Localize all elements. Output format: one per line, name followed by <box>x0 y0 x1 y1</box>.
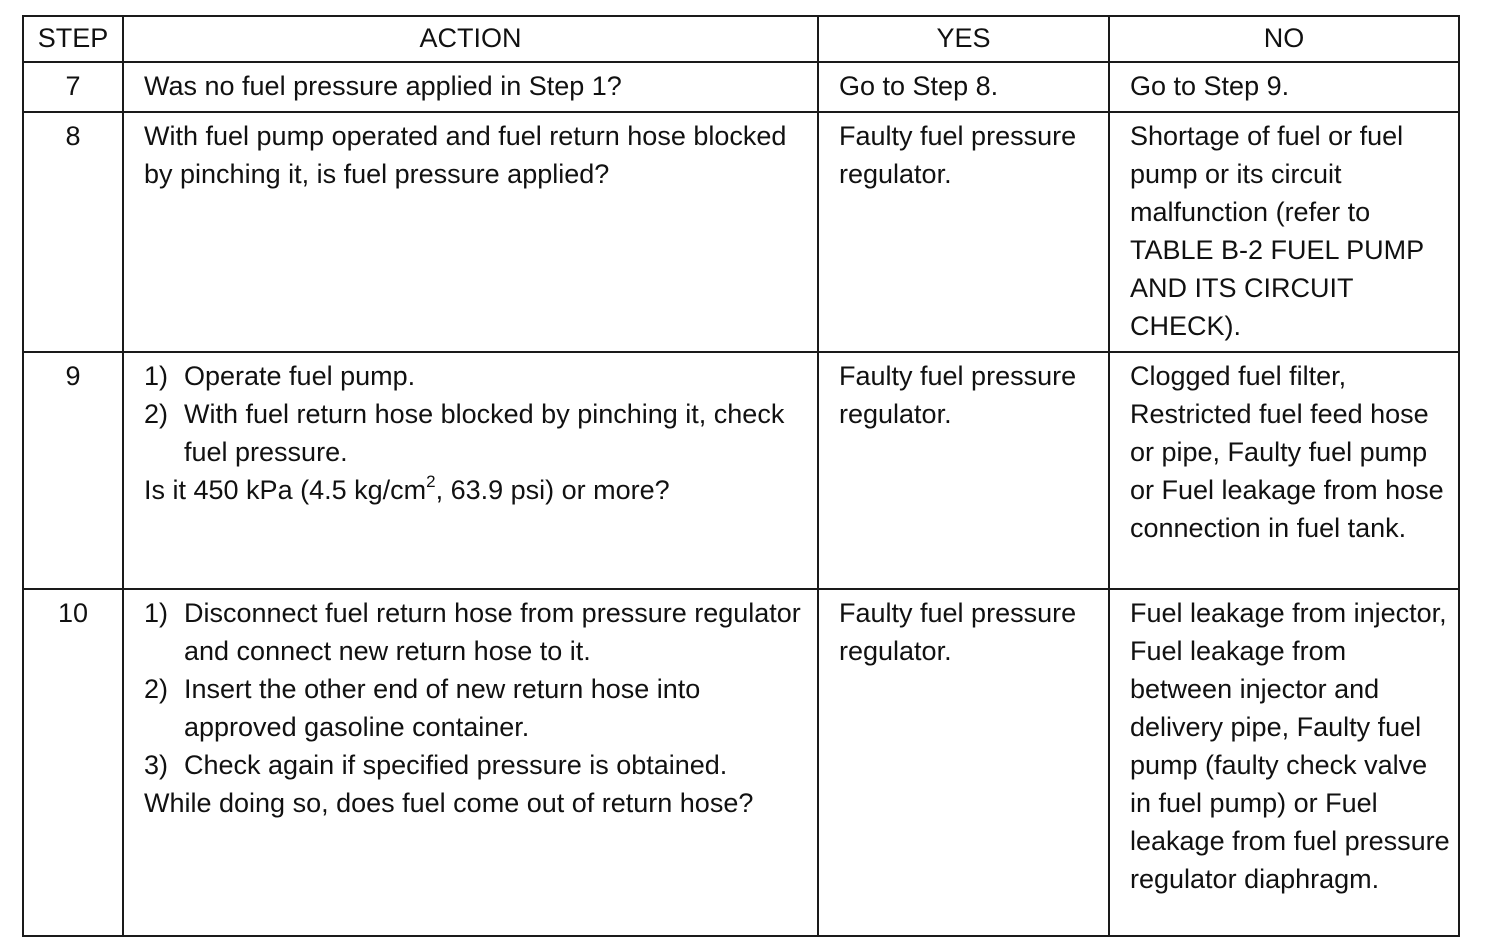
list-item <box>144 594 805 670</box>
item-number: 3) <box>144 750 169 780</box>
yes-cell: Go to Step 8. <box>818 62 1109 112</box>
item-number: 1) <box>144 361 169 391</box>
action-steps-list <box>144 594 805 784</box>
list-item <box>144 670 805 746</box>
table-row <box>23 112 1459 352</box>
header-no: NO <box>1109 16 1459 62</box>
header-yes: YES <box>818 16 1109 62</box>
item-text: With fuel return hose blocked by pinching it, check fuel pressure. <box>184 399 785 467</box>
yes-cell: Faulty fuel pressure regulator. <box>818 589 1109 936</box>
question-superscript: 2 <box>426 472 436 491</box>
item-number: 2) <box>144 399 169 429</box>
yes-cell: Faulty fuel pressure regulator. <box>818 352 1109 589</box>
step-number: 9 <box>23 352 123 589</box>
list-item <box>144 746 805 784</box>
step-number: 10 <box>23 589 123 936</box>
list-item <box>144 357 805 395</box>
action-steps-list <box>144 357 805 471</box>
header-row <box>23 16 1459 62</box>
item-number: 2) <box>144 674 169 704</box>
no-cell: Fuel leakage from injector, Fuel leakage from between injector and delivery pipe, Faulty fuel pump (faulty check valve in fuel pump) or Fuel leakage from fuel pressure regulator diaphragm. <box>1109 589 1459 936</box>
header-action: ACTION <box>123 16 818 62</box>
action-question <box>144 471 805 509</box>
item-text: Operate fuel pump. <box>184 361 416 391</box>
diagnosis-table <box>22 15 1460 937</box>
table-row <box>23 352 1459 589</box>
item-text: Disconnect fuel return hose from pressure regulator and connect new return hose to it. <box>184 598 801 666</box>
table-row <box>23 589 1459 936</box>
no-cell: Clogged fuel filter, Restricted fuel feed hose or pipe, Faulty fuel pump or Fuel leakage from hose connection in fuel tank. <box>1109 352 1459 589</box>
no-cell: Shortage of fuel or fuel pump or its circuit malfunction (refer to TABLE B-2 FUEL PUMP AND ITS CIRCUIT CHECK). <box>1109 112 1459 352</box>
list-item <box>144 395 805 471</box>
no-cell: Go to Step 9. <box>1109 62 1459 112</box>
yes-cell: Faulty fuel pressure regulator. <box>818 112 1109 352</box>
action-cell: Was no fuel pressure applied in Step 1? <box>123 62 818 112</box>
item-number: 1) <box>144 598 169 628</box>
diagnosis-table-sheet <box>22 15 1458 937</box>
question-pre: Is it 450 kPa (4.5 kg/cm <box>144 475 427 505</box>
question-post: , 63.9 psi) or more? <box>435 475 670 505</box>
step-number: 8 <box>23 112 123 352</box>
action-question: While doing so, does fuel come out of return hose? <box>144 788 754 818</box>
step-number: 7 <box>23 62 123 112</box>
header-step: STEP <box>23 16 123 62</box>
action-cell <box>123 589 818 936</box>
item-text: Check again if specified pressure is obtained. <box>184 750 728 780</box>
action-cell <box>123 352 818 589</box>
table-row <box>23 62 1459 112</box>
item-text: Insert the other end of new return hose into approved gasoline container. <box>184 674 701 742</box>
action-cell: With fuel pump operated and fuel return hose blocked by pinching it, is fuel pressure applied? <box>123 112 818 352</box>
